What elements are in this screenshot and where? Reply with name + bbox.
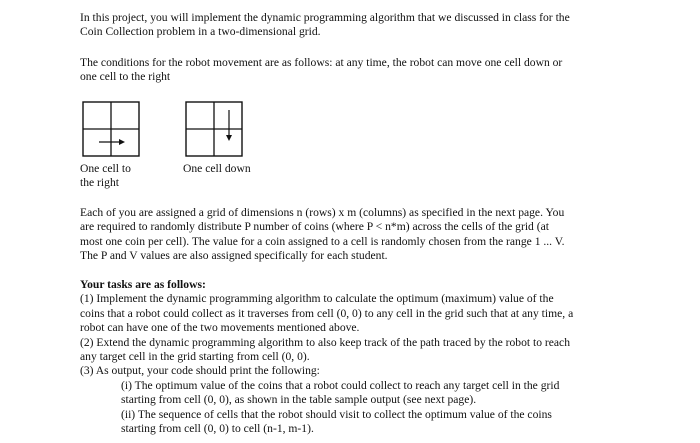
right-move-caption [80, 162, 131, 191]
intro-line: Coin Collection problem in a two-dimensional grid. [80, 25, 321, 39]
task-3-line: (3) As output, your code should print the following: [80, 364, 320, 378]
caption-line: One cell down [183, 162, 251, 175]
task-2-line: any target cell in the grid starting from cell (0, 0). [80, 350, 310, 364]
right-arrow-icon [99, 139, 125, 145]
assignment-line: The P and V values are also assigned specifically for each student. [80, 249, 388, 263]
assignment-line: most one coin per cell). The value for a coin assigned to a cell is randomly chosen from the range 1 ... V. [80, 234, 565, 248]
grid-right-move-figure [82, 101, 140, 157]
assignment-line: are required to randomly distribute P number of coins (where P < n*m) across the cells of the grid (at [80, 220, 549, 234]
task-3-ii-line: (ii) The sequence of cells that the robot should visit to collect the optimum value of the coins [121, 407, 552, 421]
down-move-caption [183, 162, 251, 176]
grid-down-move-figure [185, 101, 243, 157]
task-3-ii-line: starting from cell (0, 0) to cell (n-1, m-1). [121, 422, 314, 436]
down-arrow-icon [226, 110, 232, 141]
tasks-heading: Your tasks are as follows: [80, 278, 206, 291]
intro-paragraph [80, 11, 620, 40]
assignment-paragraph [80, 206, 620, 264]
conditions-paragraph [80, 56, 620, 85]
caption-line: One cell to [80, 162, 131, 175]
caption-line: the right [80, 176, 119, 190]
task-1-line: (1) Implement the dynamic programming algorithm to calculate the optimum (maximum) value of the [80, 292, 554, 306]
task-3-i-line: starting from cell (0, 0), as shown in the table sample output (see next page). [121, 393, 477, 407]
task-1-line: robot can have one of the two movements mentioned above. [80, 321, 360, 335]
tasks-section [80, 278, 620, 436]
task-1-line: coins that a robot could collect as it traverses from cell (0, 0) to any cell in the grid such that at any time, a [80, 306, 574, 320]
conditions-line: one cell to the right [80, 70, 171, 84]
task-3-i-line: (i) The optimum value of the coins that a robot could collect to reach any target cell in the grid [121, 378, 560, 392]
intro-line: In this project, you will implement the dynamic programming algorithm that we discussed in class for the [80, 11, 570, 24]
conditions-line: The conditions for the robot movement are as follows: at any time, the robot can move one cell down or [80, 56, 563, 69]
task-2-line: (2) Extend the dynamic programming algorithm to also keep track of the path traced by the robot to reach [80, 335, 570, 349]
assignment-line: Each of you are assigned a grid of dimensions n (rows) x m (columns) as specified in the next page. You [80, 206, 565, 219]
